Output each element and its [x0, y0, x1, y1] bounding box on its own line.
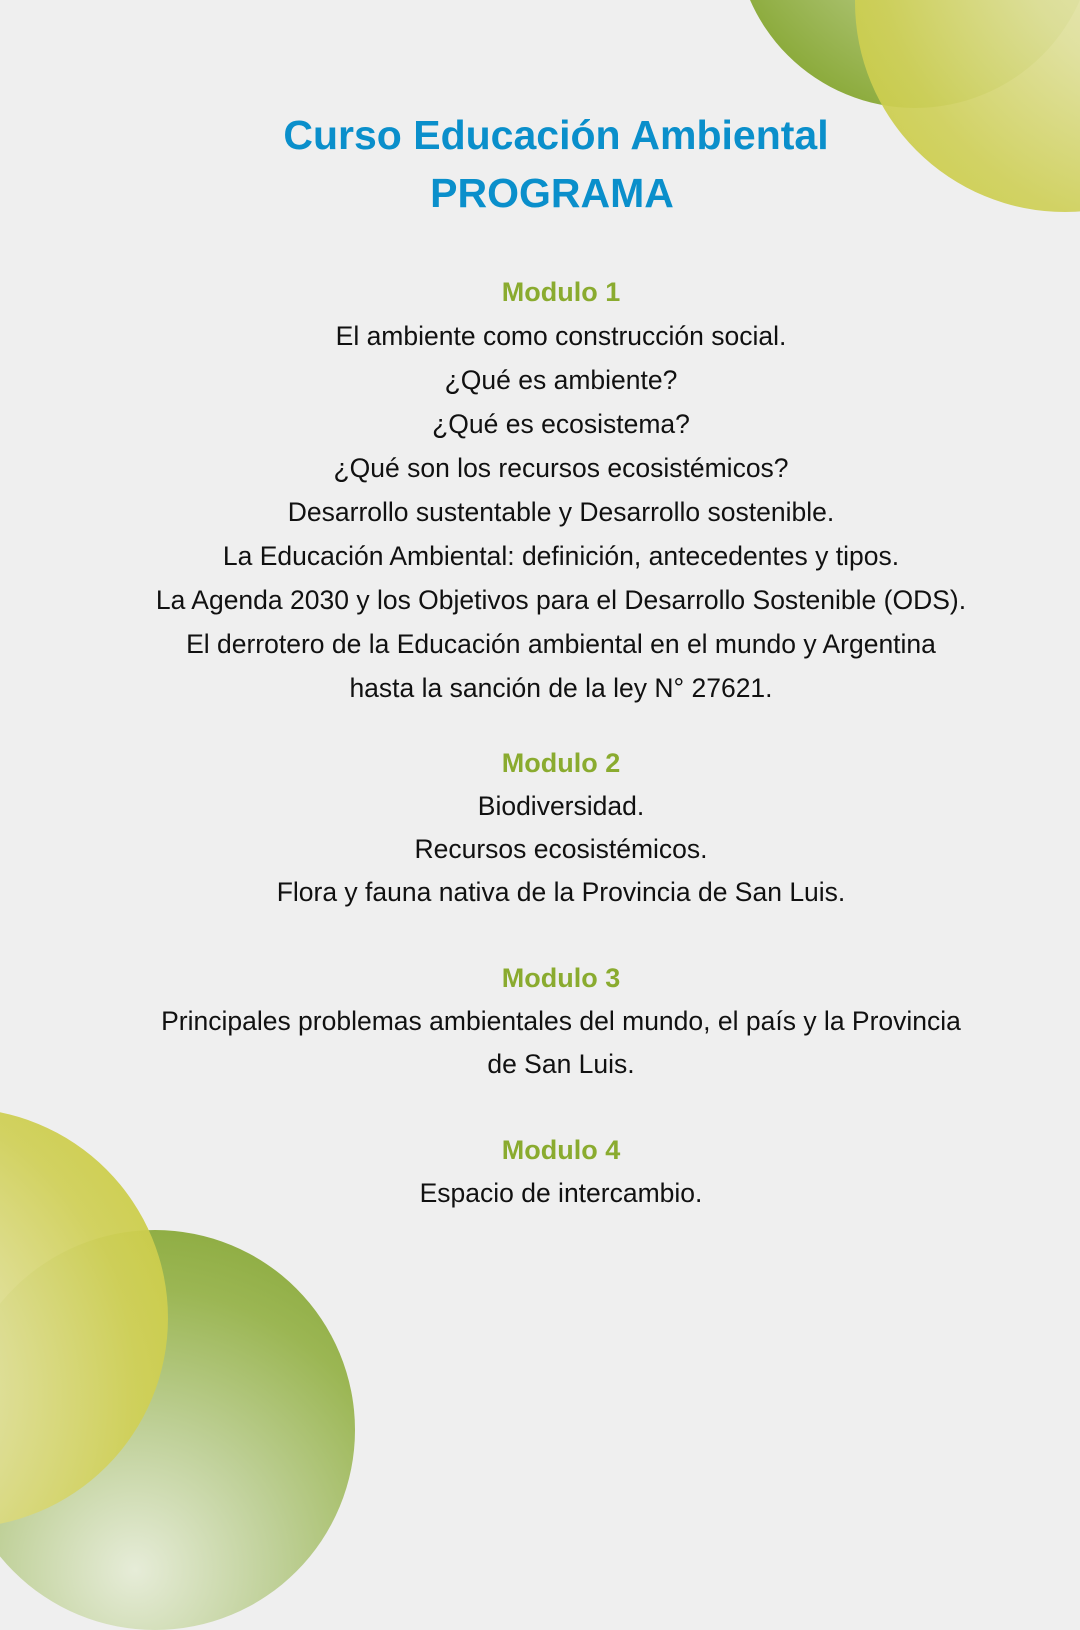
module-4-line: Espacio de intercambio. — [419, 1178, 703, 1208]
module-1-line: El ambiente como construcción social. — [335, 321, 787, 351]
module-4-heading: Modulo 4 — [501, 1135, 621, 1165]
module-1-line: Desarrollo sustentable y Desarrollo sostenible. — [287, 497, 835, 527]
module-2-line: Flora y fauna nativa de la Provincia de San Luis. — [276, 877, 846, 907]
module-1-heading: Modulo 1 — [501, 277, 621, 307]
page-title: Curso Educación Ambiental — [283, 112, 829, 158]
module-1-line: El derrotero de la Educación ambiental en el mundo y Argentina — [186, 629, 936, 659]
module-1-line: hasta la sanción de la ley N° 27621. — [349, 673, 773, 703]
module-1-line: La Educación Ambiental: definición, antecedentes y tipos. — [222, 541, 900, 571]
module-1-line: La Agenda 2030 y los Objetivos para el Desarrollo Sostenible (ODS). — [155, 585, 967, 615]
module-1-line: ¿Qué es ecosistema? — [432, 409, 690, 439]
module-1-line: ¿Qué son los recursos ecosistémicos? — [333, 453, 789, 483]
module-3-heading: Modulo 3 — [501, 963, 621, 993]
module-2-line: Biodiversidad. — [477, 791, 645, 821]
module-2-heading: Modulo 2 — [501, 748, 621, 778]
module-3-line: Principales problemas ambientales del mundo, el país y la Provincia — [161, 1006, 961, 1036]
page-subtitle: PROGRAMA — [430, 170, 674, 216]
module-1-line: ¿Qué es ambiente? — [444, 365, 678, 395]
module-2-line: Recursos ecosistémicos. — [414, 834, 708, 864]
module-3-line: de San Luis. — [487, 1049, 635, 1079]
